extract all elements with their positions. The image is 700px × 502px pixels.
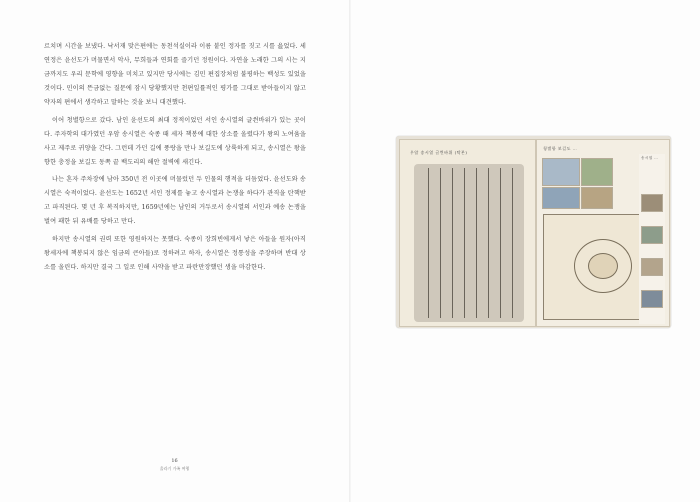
stone-rubbing-image bbox=[414, 164, 524, 322]
rubbing-column bbox=[460, 168, 469, 318]
notebook-right-leaf bbox=[536, 139, 670, 327]
paragraph-2: 이어 청별항으로 갔다. 남인 윤선도의 최대 정적이었던 서인 송시열의 글씐바위가 있는 곳이다. 주자학의 대가였던 우암 송시열은 숙종 때 세자 책봉에 대한 상소를 올렸다가 왕의 노여움을 사고 제주로 귀양을 간다. 그런데 가던 길에 풍랑을 만나 보길도에 상륙하게 되고, 송시열은 왕을 향한 충정을 보길도 동쪽 끝 백도리의 해안 절벽에 새긴다. bbox=[44, 116, 306, 166]
page-number: 16 bbox=[171, 458, 178, 464]
rubbing-column bbox=[496, 168, 505, 318]
body-text bbox=[44, 40, 306, 278]
right-page bbox=[351, 0, 700, 502]
rubbing-column bbox=[508, 168, 517, 318]
rubbing-column bbox=[436, 168, 445, 318]
side-photo-strip bbox=[639, 154, 665, 324]
left-page bbox=[0, 0, 349, 502]
running-footer: 울라기 가족 여행 bbox=[159, 466, 190, 471]
rubbing-column bbox=[484, 168, 493, 318]
pasted-photo bbox=[581, 187, 613, 209]
paragraph-3: 나는 혼자 주차장에 남아 350년 전 이곳에 머물렀던 두 인물의 행적을 더듬었다. 윤선도와 송시열은 숙적이었다. 윤선도는 1652년 서인 정제를 놓고 송시열과 논쟁을 하다가 관직을 탄핵받고 파직된다. 몇 년 후 복직하지만, 1659년에는 남인의 거두로서 송시열의 서인과 예송 논쟁을 벌여 패한 뒤 유배를 당하고 만다. bbox=[44, 176, 306, 226]
rubbing-column bbox=[448, 168, 457, 318]
scrapbook-caption: 청별항 보길도 … bbox=[543, 146, 578, 151]
notebook-left-leaf bbox=[399, 139, 536, 327]
pasted-photo bbox=[542, 158, 580, 186]
pasted-photo bbox=[581, 158, 613, 186]
pasted-photo bbox=[542, 187, 580, 209]
paragraph-4: 하지만 송시열의 권력 또한 영원하지는 못했다. 숙종이 장희빈에게서 낳은 아들을 원자(아직 왕세자에 책봉되지 않은 임금의 큰아들)로 정하려고 하자, 송시열은 정통성을 주장하며 반대 상소를 올린다. 하지만 결국 그 일로 인해 사약을 받고 파란만장했던 생을 마감한다. bbox=[44, 235, 306, 271]
rubbing-column bbox=[472, 168, 481, 318]
side-caption: 송시열 … bbox=[641, 156, 659, 160]
rubbing-title: 우암 송시열 글씐바위 (탁본) bbox=[410, 150, 468, 155]
paragraph-1: 르치며 시간을 보냈다. 낙서재 맞은편에는 동천석실이라 이름 붙인 정자를 짓고 시를 읊었다. 세연정은 윤선도가 머물면서 악사, 무희들과 연회를 즐기던 정원이다. 자연을 노래한 그의 시는 지금까지도 우리 문학에 영향을 미치고 있지만 당시에는 김민 편집장처럼 불평하는 백성도 있었을 것이다. 민이의 뜬금없는 질문에 잠시 당황했지만 천편일률적인 평가를 그대로 받아들이지 않고 약자의 편에서 생각하고 말하는 것을 보니 대견했다. bbox=[44, 43, 306, 107]
notebook-photo bbox=[396, 136, 671, 328]
rubbing-column bbox=[424, 168, 433, 318]
